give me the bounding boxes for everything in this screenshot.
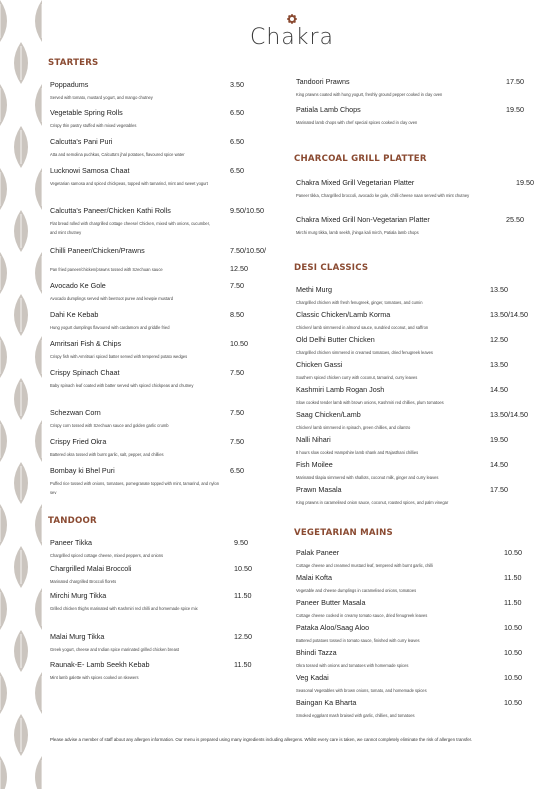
item-name: Tandoori Prawns — [296, 77, 350, 86]
item-description: Pan fried paneer/chicken/prawns tossed with Szechuan sauce — [50, 267, 163, 272]
leaf-shape — [35, 168, 42, 210]
item-name: Dahi Ke Kebab — [50, 310, 99, 319]
item-name: Mirchi Murg Tikka — [50, 591, 107, 600]
item-name: Amritsari Fish & Chips — [50, 339, 122, 348]
item-description: Cottage cheese cooked in creamy tomato sauce, dried fenugreek leaves — [296, 613, 428, 618]
charcoal-heading: CHARCOAL GRILL PLATTER — [294, 154, 427, 164]
leaf-shape — [35, 588, 42, 630]
item-price: 10.50 — [234, 564, 252, 573]
item-price: 11.50 — [504, 598, 522, 607]
item-name: Saag Chicken/Lamb — [296, 410, 361, 419]
item-description: Chicken/ lamb simmered in almond sauce, sundried coconut, and saffron — [296, 325, 429, 330]
item-description: Smoked eggplant mash braised with garlic, chillies, and tomatoes — [296, 713, 415, 718]
item-name: Paneer Butter Masala — [296, 598, 366, 607]
item-price: 10.50 — [504, 673, 522, 682]
item-name: Nalli Nihari — [296, 435, 331, 444]
item-name: Pataka Aloo/Saag Aloo — [296, 623, 370, 632]
item-price: 9.50/10.50 — [230, 206, 264, 215]
item-name: Old Delhi Butter Chicken — [296, 335, 375, 344]
item-name: Malai Kofta — [296, 573, 332, 582]
item-price: 7.50 — [230, 281, 244, 290]
item-description: King prawns coated with hung yogurt, freshly ground pepper cooked in clay oven — [296, 92, 443, 97]
item-name: Baingan Ka Bharta — [296, 698, 357, 707]
item-description: Crispy thin pastry stuffed with mixed vegetables — [50, 123, 137, 128]
item-description: Vegetarian samosa and spiced chickpeas, topped with tamarind, mint and sweet yogurt — [50, 181, 208, 186]
item-name: Palak Paneer — [296, 548, 340, 557]
item-description: Mint lamb galette with spices cooked on skewers — [50, 675, 139, 680]
item-price: 7.50 — [230, 408, 244, 417]
item-price: 11.50 — [504, 573, 522, 582]
veg-heading: VEGETARIAN MAINS — [294, 528, 393, 538]
item-price: 13.50 — [490, 360, 508, 369]
charcoal-section — [288, 154, 553, 235]
leaf-shape — [0, 588, 7, 630]
item-description: Marinated chargrilled Broccoli florets — [50, 579, 117, 584]
item-description: Okra tossed with onions and tomatoes with homemade spices — [296, 663, 409, 668]
item-description: Mirchi murg tikka, lamb seekh, jhinga kali mirch, Patiala lamb chops — [296, 230, 419, 235]
item-price: 7.50/10.50/ 12.50 — [230, 246, 266, 273]
item-description: Chargrilled chicken simmered in creamed tomatoes, dried fenugreek leaves — [296, 350, 433, 355]
item-name: Calcutta's Paneer/Chicken Kathi Rolls — [50, 206, 171, 215]
item-price: 6.50 — [230, 137, 244, 146]
item-description: Served with tomato, mustard yogurt, and mango chutney — [50, 95, 153, 100]
item-name: Bhindi Tazza — [296, 648, 337, 657]
item-name: Prawn Masala — [296, 485, 342, 494]
leaf-shape — [0, 0, 7, 42]
item-name: Crispy Fried Okra — [50, 437, 107, 446]
item-name: Chakra Mixed Grill Vegetarian Platter — [296, 178, 415, 187]
item-price: 19.50 — [506, 105, 524, 114]
item-description: Crispy fish with Amritsari spiced batter served with tempered potato wedges — [50, 354, 188, 359]
item-price: 7.50 — [230, 437, 244, 446]
item-price: 10.50 — [504, 623, 522, 632]
item-price: 11.50 — [234, 660, 252, 669]
item-description: Marinated lamb chops with chef special spices cooked in clay oven — [296, 120, 418, 125]
leaf-shape — [0, 672, 7, 714]
item-price: 7.50 — [230, 368, 244, 377]
tandoor-section — [42, 516, 280, 680]
leaf-shape — [0, 756, 7, 789]
item-name: Malai Murg Tikka — [50, 632, 105, 641]
item-name: Veg Kadai — [296, 673, 329, 682]
item-price: 12.50 — [490, 335, 508, 344]
leaf-shape — [0, 252, 7, 294]
item-name: Lucknowi Samosa Chaat — [50, 166, 130, 175]
item-name: Chargrilled Malai Broccoli — [50, 564, 132, 573]
item-price: 10.50 — [504, 648, 522, 657]
desi-section — [288, 263, 553, 505]
item-description: Crispy corn tossed with Szechuan sauce and golden garlic crumb — [50, 423, 169, 428]
item-name: Poppadums — [50, 80, 89, 89]
item-name: Fish Moilee — [296, 460, 333, 469]
item-name: Vegetable Spring Rolls — [50, 108, 123, 117]
item-name: Avocado Ke Gole — [50, 281, 106, 290]
item-price: 10.50 — [504, 698, 522, 707]
item-description: Chicken/ lamb simmered in spinach, green chillies, and cilantro — [296, 425, 411, 430]
item-description: Chargrilled spiced cottage cheese, mixed peppers, and onions — [50, 553, 164, 558]
item-description: Avocado dumplings served with beetroot puree and kewpie mustard — [50, 296, 174, 301]
leaf-shape — [0, 336, 7, 378]
item-name: Patiala Lamb Chops — [296, 105, 361, 114]
item-price: 19.50 — [490, 435, 508, 444]
item-description: Grilled chicken thighs marinated with Kashmiri red chilli and homemade spice mix — [50, 606, 198, 611]
leaf-shape — [0, 504, 7, 546]
item-price: 3.50 — [230, 80, 244, 89]
item-price: 9.50 — [234, 538, 248, 547]
item-price: 13.50/14.50 — [490, 410, 528, 419]
item-price: 12.50 — [234, 632, 252, 641]
item-description: Battered potatoes tossed in tomato sauce, finished with curry leaves — [296, 638, 420, 643]
leaf-shape — [0, 168, 7, 210]
item-price: 10.50 — [504, 548, 522, 557]
item-description: Puffed rice tossed with onions, tomatoes, pomegranate topped with mint, tamarind, and nylon sev — [50, 481, 220, 495]
leaf-shape — [35, 336, 42, 378]
allergen-notice: Please advise a member of staff about any allergen information. Our menu is prepared using many ingredients including allergens. Whilst every care is taken, we cannot completely eliminate the risk of allergen transfer. — [50, 737, 473, 742]
leaf-shape — [35, 504, 42, 546]
item-name: Schezwan Corn — [50, 408, 101, 417]
veg-section — [288, 528, 553, 718]
item-description: Greek yogurt, cheese and Indian spice marinated grilled chicken breast — [50, 647, 180, 652]
tandoor-heading: TANDOOR — [48, 516, 97, 526]
starters-heading: STARTERS — [48, 58, 99, 68]
item-name: Calcutta's Pani Puri — [50, 137, 113, 146]
item-name: Methi Murg — [296, 285, 332, 294]
decorative-pattern — [0, 0, 42, 789]
item-price: 6.50 — [230, 466, 244, 475]
item-name: Kashmiri Lamb Rogan Josh — [296, 385, 385, 394]
item-description: Southern spiced chicken curry with coconut, tamarind, curry leaves — [296, 375, 418, 380]
item-name: Chicken Gassi — [296, 360, 343, 369]
leaf-shape — [35, 252, 42, 294]
item-description: Battered okra tossed with burnt garlic, salt, pepper, and chillies — [50, 452, 164, 457]
leaf-shape — [35, 84, 42, 126]
item-description: Marinated tilapia simmered with shallots, coconut milk, ginger and curry leaves — [296, 475, 439, 480]
item-price: 25.50 — [506, 215, 524, 224]
item-price: 14.50 — [490, 385, 508, 394]
item-price: 6.50 — [230, 108, 244, 117]
item-description: Chargrilled chicken with fresh fenugreek, ginger, tomatoes, and cumin — [296, 300, 423, 305]
leaf-shape — [0, 84, 7, 126]
item-description: Baby spinach leaf coated with batter served with spiced chickpeas and chutney — [50, 383, 194, 388]
item-price: 8.50 — [230, 310, 244, 319]
item-description: 8 hours slow cooked Hampshire lamb shank and Rajasthani chillies — [296, 450, 419, 455]
item-description: Vegetable and cheese dumplings in caramelised onions, tomatoes — [296, 588, 417, 593]
item-name: Chilli Paneer/Chicken/Prawns — [50, 246, 145, 255]
item-description: Hung yogurt dumplings flavoured with cardamom and griddle fried — [50, 325, 170, 330]
item-name: Chakra Mixed Grill Non-Vegetarian Platter — [296, 215, 430, 224]
item-description: Atta and semolina puchkas, Calcutta's jhal potatoes, flavoured spice water — [50, 152, 185, 157]
brand-logo — [232, 8, 352, 58]
leaf-shape — [35, 420, 42, 462]
item-price: 13.50/14.50 — [490, 310, 528, 319]
item-price: 14.50 — [490, 460, 508, 469]
item-description: Slow cooked tender lamb with brown onions, Kashmiri red chillies, plum tomatoes — [296, 400, 444, 405]
item-price: 19.50 — [516, 178, 534, 187]
item-description: Paneer tikka, Chargrilled broccoli, avocado ke gole, chilli cheese naan served with mint chutney — [296, 193, 470, 198]
item-price: 10.50 — [230, 339, 248, 348]
item-description: Flat bread rolled with chargrilled cottage cheese/ Chicken, mixed with onions, cucumber, and mint chutney — [50, 221, 210, 235]
item-price: 6.50 — [230, 166, 244, 175]
leaf-shape — [35, 672, 42, 714]
leaf-shape — [35, 756, 42, 789]
starters-section — [42, 58, 280, 495]
item-description: King prawns in caramelised onion sauce, coconut, roasted spices, and palm vinegar — [296, 500, 449, 505]
item-name: Classic Chicken/Lamb Korma — [296, 310, 391, 319]
menu-page — [42, 0, 553, 789]
item-price: 11.50 — [234, 591, 252, 600]
leaf-shape — [35, 0, 42, 42]
item-price: 13.50 — [490, 285, 508, 294]
leaf-shape — [0, 420, 7, 462]
item-name: Raunak-E- Lamb Seekh Kebab — [50, 660, 150, 669]
leaf-pattern-icon — [0, 0, 42, 789]
item-description: Seasonal Vegetables with brown onions, tomato, and homemade spices — [296, 688, 427, 693]
item-name: Bombay ki Bhel Puri — [50, 466, 115, 475]
brand-name: Chakra — [249, 25, 335, 50]
item-description: Cottage cheese and creamed mustard leaf, tempered with burnt garlic, chilli — [296, 563, 433, 568]
item-name: Crispy Spinach Chaat — [50, 368, 120, 377]
item-price: 17.50 — [490, 485, 508, 494]
item-price: 17.50 — [506, 77, 524, 86]
desi-heading: DESI CLASSICS — [294, 263, 369, 273]
item-name: Paneer Tikka — [50, 538, 92, 547]
